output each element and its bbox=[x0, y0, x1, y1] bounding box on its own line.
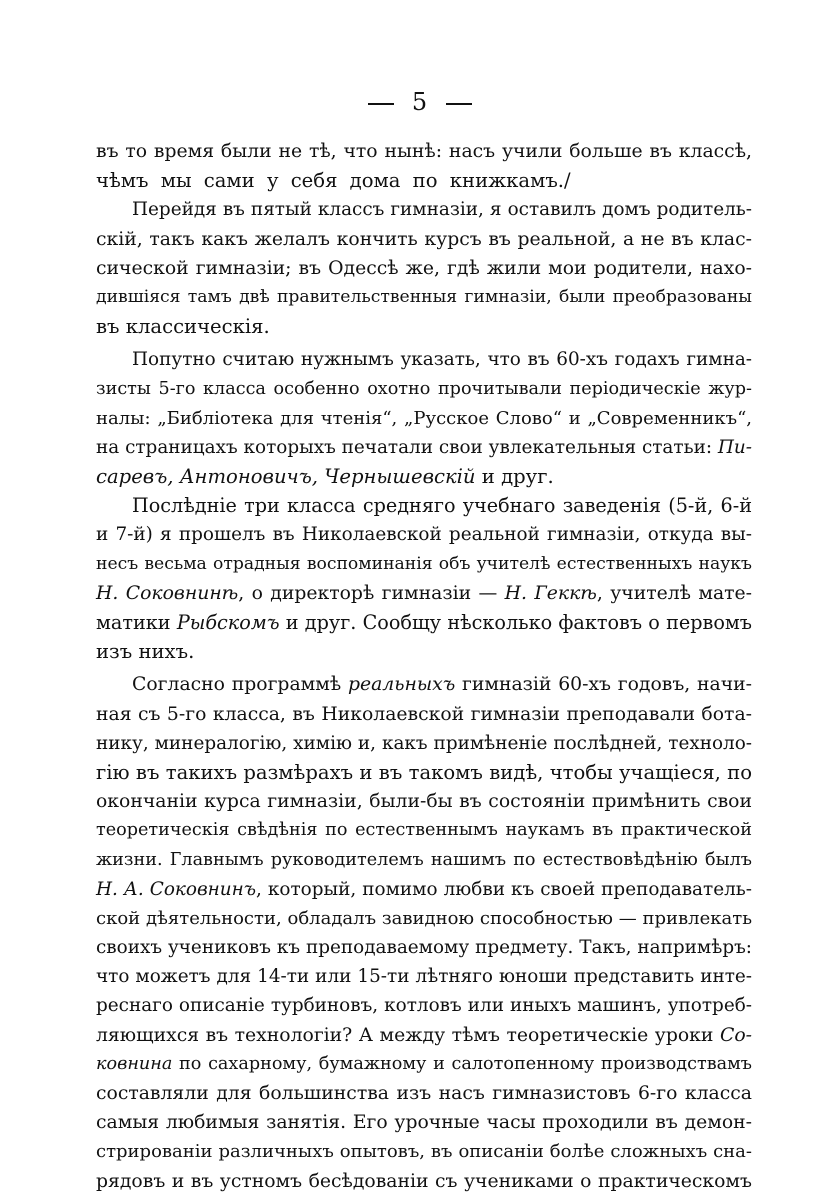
italic-text: саревъ, Антоновичъ, Чернышевскій bbox=[96, 465, 476, 489]
text-line-20: ная съ 5-го класса, въ Николаевской гимназіи преподавали бота- bbox=[96, 703, 752, 725]
text-line-10: налы: „Библіотека для чтенія“, „Русское Слово“ и „Современникъ“, bbox=[96, 407, 752, 429]
text-line-24: теоретическія свѣдѣнія по естественнымъ наукамъ въ практической bbox=[96, 820, 752, 841]
text-line-18: изъ нихъ. bbox=[96, 640, 195, 664]
text-line-36: рядовъ и въ устномъ бесѣдованіи съ учениками о практическомъ bbox=[96, 1170, 752, 1192]
page-number: 5 bbox=[411, 88, 429, 116]
text-line-35: стрированіи различныхъ опытовъ, въ описаніи болѣе сложныхъ сна- bbox=[96, 1141, 752, 1163]
text-line-29: что можетъ для 14-ти или 15-ти лѣтняго юноши представить инте- bbox=[96, 966, 752, 988]
text-line-21: нику, минералогію, химію и, какъ примѣненіе послѣдней, техноло- bbox=[96, 732, 752, 754]
text-line-34: самыя любимыя занятія. Его урочные часы проходили въ демон- bbox=[96, 1112, 752, 1134]
text-line-7: въ классическія. bbox=[96, 315, 270, 339]
italic-text: ковнина bbox=[96, 1053, 173, 1074]
text-line-23: окончаніи курса гимназіи, были-бы въ состояніи примѣнить свои bbox=[96, 791, 752, 813]
italic-text: Пи- bbox=[717, 436, 752, 458]
italic-text: Н. Геккѣ bbox=[504, 582, 597, 604]
text-line-2: чѣмъ мы сами у себя дома по книжкамъ./ bbox=[96, 169, 571, 193]
text-line-12: саревъ, Антоновичъ, Чернышевскій и друг. bbox=[96, 465, 554, 489]
text-line-1: въ то время были не тѣ, что нынѣ: насъ учили больше въ классѣ, bbox=[96, 141, 752, 162]
text-line-32: ковнина по сахарному, бумажному и салотопенному производствамъ bbox=[96, 1053, 752, 1074]
text-line-31: ляющихся въ технологіи? А между тѣмъ теоретическіе уроки Со- bbox=[96, 1024, 752, 1046]
text-line-14: и 7-й) я прошелъ въ Николаевской реальной гимназіи, откуда вы- bbox=[96, 524, 752, 546]
italic-text: реальныхъ bbox=[347, 674, 456, 696]
text-line-33: составляли для большинства изъ насъ гимназистовъ 6-го класса bbox=[96, 1083, 752, 1104]
italic-text: Рыбскомъ bbox=[176, 611, 280, 634]
page-body-text bbox=[96, 137, 752, 1196]
text-line-16: Н. Соковнинѣ, о директорѣ гимназіи — Н. Геккѣ, учителѣ мате- bbox=[96, 582, 752, 604]
text-line-9: зисты 5-го класса особенно охотно прочитывали періодическіе жур- bbox=[96, 378, 752, 399]
text-line-15: несъ весьма отрадныя воспоминанія объ учителѣ естественныхъ наукъ bbox=[96, 553, 752, 574]
right-dash bbox=[446, 103, 472, 105]
text-line-11: на страницахъ которыхъ печатали свои увлекательныя статьи: Пи- bbox=[96, 436, 752, 458]
left-dash bbox=[368, 103, 394, 105]
text-line-4: скій, такъ какъ желалъ кончить курсъ въ реальной, а не въ клас- bbox=[96, 228, 752, 250]
text-line-13: Послѣдніе три класса средняго учебнаго заведенія (5-й, 6-й bbox=[132, 494, 752, 518]
page-number-header bbox=[0, 88, 840, 116]
text-line-8: Попутно считаю нужнымъ указать, что въ 60-хъ годахъ гимна- bbox=[132, 349, 752, 371]
text-line-26: Н. А. Соковнинъ, который, помимо любви къ своей преподаватель- bbox=[96, 878, 752, 900]
italic-text: Со- bbox=[719, 1024, 752, 1046]
italic-text: Н. Соковнинѣ bbox=[96, 582, 239, 604]
text-line-19: Согласно программѣ реальныхъ гимназій 60-хъ годовъ, начи- bbox=[132, 674, 752, 696]
italic-text: Н. А. Соковнинъ bbox=[96, 878, 256, 900]
text-line-30: реснаго описаніе турбиновъ, котловъ или иныхъ машинъ, употреб- bbox=[96, 995, 752, 1017]
text-line-3: Перейдя въ пятый классъ гимназіи, я оставилъ домъ родитель- bbox=[132, 199, 752, 221]
text-line-6: дившіяся тамъ двѣ правительственныя гимназіи, были преобразованы bbox=[96, 286, 752, 307]
text-line-17: матики Рыбскомъ и друг. Сообщу нѣсколько фактовъ о первомъ bbox=[96, 611, 753, 634]
text-line-5: сической гимназіи; въ Одессѣ же, гдѣ жили мои родители, нахо- bbox=[96, 257, 752, 279]
text-line-28: своихъ учениковъ къ преподаваемому предмету. Такъ, напримѣръ: bbox=[96, 937, 752, 959]
text-line-27: ской дѣятельности, обладалъ завидною способностью — привлекать bbox=[96, 907, 752, 929]
text-line-25: жизни. Главнымъ руководителемъ нашимъ по естествовѣдѣнію былъ bbox=[96, 849, 752, 870]
text-line-22: гію въ такихъ размѣрахъ и въ такомъ видѣ, чтобы учащіеся, по bbox=[96, 760, 752, 784]
